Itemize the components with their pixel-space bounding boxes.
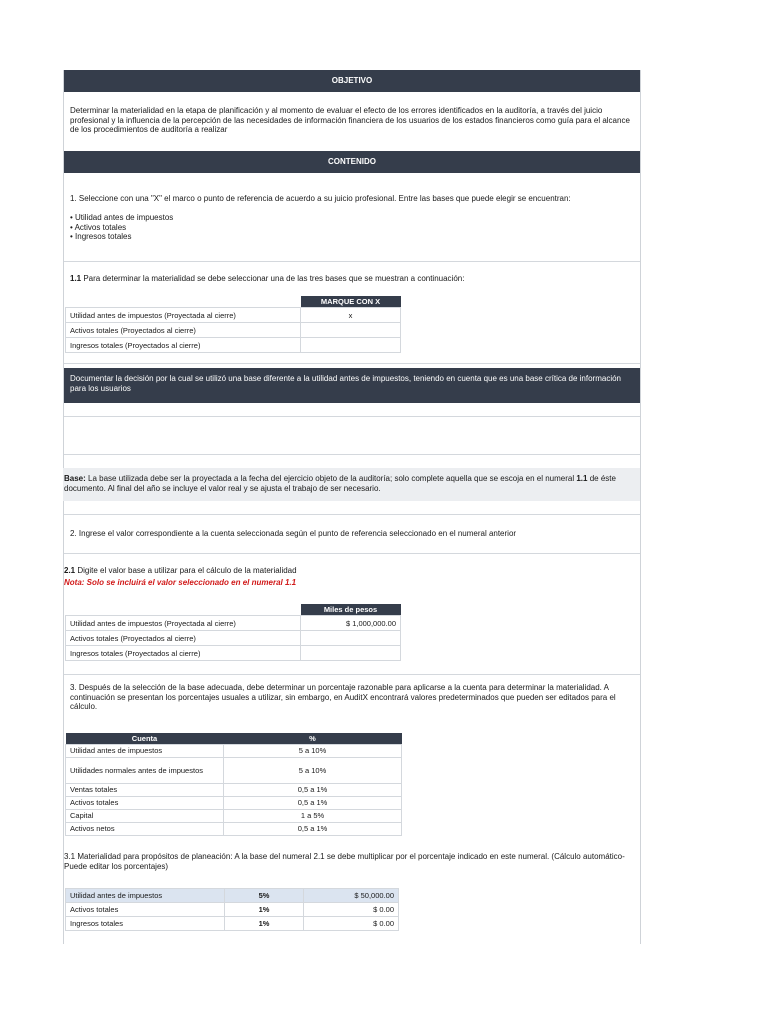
table-row — [66, 744, 402, 757]
objetivo-header: OBJETIVO — [64, 70, 640, 92]
step1-text: 1. Seleccione con una "X" el marco o punto de referencia de acuerdo a su juicio profesional. Entre las bases que puede elegir se encuentran: — [70, 194, 571, 203]
row-label: Ingresos totales (Proyectados al cierre) — [66, 338, 301, 353]
miles-table — [65, 604, 401, 661]
calc-value: $ 0.00 — [304, 917, 399, 931]
objetivo-text: Determinar la materialidad en la etapa de planificación y al momento de evaluar el efecto de los errores identificados en la auditoría, a través del juicio profesional y la influencia de la percepción de las necesidades de información financiera de los usuarios de los estados financieros como guía para el alcance de los procedimientos de auditoría a realizar — [70, 106, 630, 135]
table-row — [66, 822, 402, 835]
materiality-sheet — [63, 70, 641, 944]
bullet-item: • Activos totales — [70, 222, 127, 232]
marque-cell[interactable]: x — [301, 308, 401, 323]
step3-1-text: 3.1 Materialidad para propósitos de planeación: A la base del numeral 2.1 se debe multiplicar por el porcentaje indicado en este numeral. (Cálculo automático-Puede editar los porcentajes) — [64, 852, 625, 871]
row-label: Activos totales (Proyectados al cierre) — [66, 323, 301, 338]
percent-cell: 0,5 a 1% — [224, 796, 402, 809]
marque-header: MARQUE CON X — [301, 296, 401, 308]
cuenta-cell: Utilidad antes de impuestos — [66, 744, 224, 757]
table-row — [66, 757, 402, 783]
base-text: La base utilizada debe ser la proyectada a la fecha del ejercicio objeto de la auditoría; solo complete aquella que se escoja en el numeral — [85, 474, 577, 483]
step2-1-body: Digite el valor base a utilizar para el cálculo de la materialidad — [75, 566, 297, 575]
step1-1-body: Para determinar la materialidad se debe seleccionar una de las tres bases que se muestran a continuación: — [81, 274, 465, 283]
miles-header: Miles de pesos — [301, 604, 401, 616]
divider — [64, 454, 640, 455]
cuenta-header: Cuenta — [66, 733, 224, 744]
calc-table — [65, 888, 399, 931]
table-row — [66, 796, 402, 809]
calc-percent[interactable]: 1% — [225, 903, 304, 917]
base-ref: 1.1 — [576, 474, 588, 483]
step2-note: Nota: Solo se incluirá el valor seleccionado en el numeral 1.1 — [64, 578, 297, 587]
percent-cell: 0,5 a 1% — [224, 783, 402, 796]
calc-label: Utilidad antes de impuestos — [66, 889, 225, 903]
table-row — [66, 338, 401, 353]
percent-cell: 5 a 10% — [224, 757, 402, 783]
table-row — [66, 323, 401, 338]
row-label: Utilidad antes de impuestos (Proyectada al cierre) — [66, 616, 301, 631]
percent-cell: 1 a 5% — [224, 809, 402, 822]
justification-input-area[interactable] — [64, 417, 640, 454]
calc-label: Activos totales — [66, 903, 225, 917]
step3-text: 3. Después de la selección de la base adecuada, debe determinar un porcentaje razonable para aplicarse a la cuenta para determinar la materialidad. A continuación se presentan los porcentajes usuales a utilizar, sin embargo, en AuditX encontrará valores predeterminados que pueden ser editados para el cálculo. — [70, 683, 616, 712]
value-cell[interactable] — [301, 646, 401, 661]
cuenta-cell: Capital — [66, 809, 224, 822]
table-row — [66, 616, 401, 631]
percent-table — [65, 733, 402, 836]
table-row — [66, 646, 401, 661]
base-note-text — [64, 474, 636, 493]
table-row — [66, 308, 401, 323]
cuenta-cell: Activos totales — [66, 796, 224, 809]
table-row — [66, 889, 399, 903]
table-row — [66, 917, 399, 931]
marque-cell[interactable] — [301, 323, 401, 338]
base-text-2: de éste documento. Al final del año se incluye el valor real y se ajusta el trabajo de ser necesario. — [64, 474, 616, 493]
divider — [64, 553, 640, 554]
bullet-list — [70, 213, 636, 242]
table-row — [66, 783, 402, 796]
documentar-band: Documentar la decisión por la cual se utilizó una base diferente a la utilidad antes de impuestos, teniendo en cuenta que es una base crítica de información para los usuarios — [64, 368, 640, 403]
divider — [64, 514, 640, 515]
value-cell[interactable] — [301, 631, 401, 646]
calc-label: Ingresos totales — [66, 917, 225, 931]
cuenta-cell: Activos netos — [66, 822, 224, 835]
cuenta-cell: Ventas totales — [66, 783, 224, 796]
calc-percent[interactable]: 5% — [225, 889, 304, 903]
base-label: Base: — [64, 474, 86, 483]
percent-header: % — [224, 733, 402, 744]
calc-percent[interactable]: 1% — [225, 917, 304, 931]
contenido-header: CONTENIDO — [64, 151, 640, 173]
divider — [64, 261, 640, 262]
table-row — [66, 809, 402, 822]
bullet-item: • Utilidad antes de impuestos — [70, 213, 174, 222]
row-label: Utilidad antes de impuestos (Proyectada al cierre) — [66, 308, 301, 323]
step2-1-number: 2.1 — [64, 566, 76, 575]
divider — [64, 363, 640, 364]
step2-text: 2. Ingrese el valor correspondiente a la cuenta seleccionada según el punto de referencia seleccionado en el numeral anterior — [70, 529, 517, 538]
percent-cell: 5 a 10% — [224, 744, 402, 757]
step2-1-text — [64, 566, 630, 576]
row-label: Activos totales (Proyectados al cierre) — [66, 631, 301, 646]
marque-table — [65, 296, 401, 353]
value-cell[interactable]: $ 1,000,000.00 — [301, 616, 401, 631]
table-row — [66, 631, 401, 646]
step1-1-number: 1.1 — [70, 274, 82, 283]
step1-1-text — [70, 274, 636, 284]
bullet-item: • Ingresos totales — [70, 232, 132, 242]
calc-value: $ 50,000.00 — [304, 889, 399, 903]
table-row — [66, 903, 399, 917]
cuenta-cell: Utilidades normales antes de impuestos — [66, 757, 224, 783]
marque-cell[interactable] — [301, 338, 401, 353]
divider — [64, 674, 640, 675]
row-label: Ingresos totales (Proyectados al cierre) — [66, 646, 301, 661]
calc-value: $ 0.00 — [304, 903, 399, 917]
percent-cell: 0,5 a 1% — [224, 822, 402, 835]
